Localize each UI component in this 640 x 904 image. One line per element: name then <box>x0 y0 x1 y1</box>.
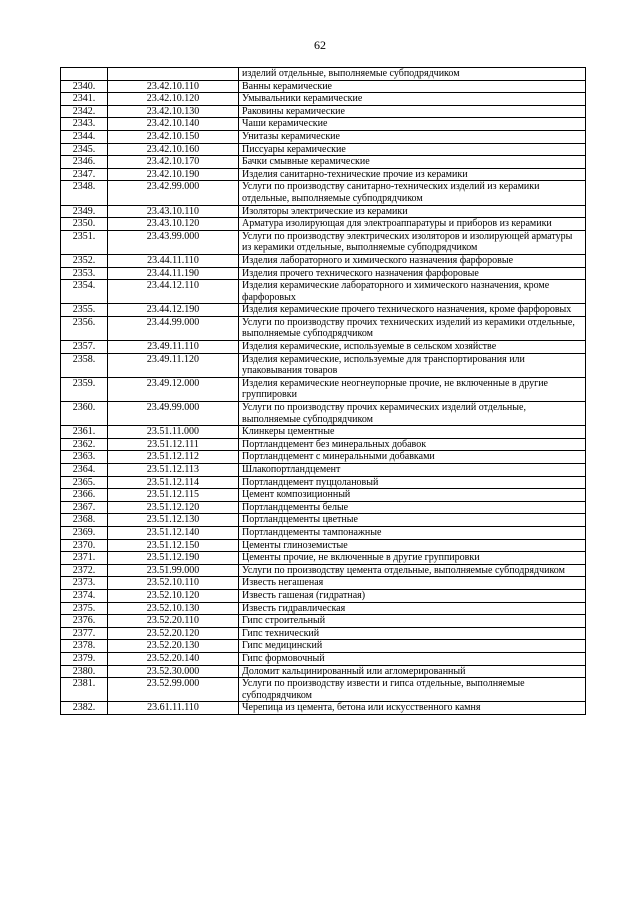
table-row <box>61 304 586 317</box>
code-cell: 23.52.30.000 <box>108 665 239 678</box>
row-number-cell: 2369. <box>61 526 108 539</box>
code-cell: 23.51.12.140 <box>108 526 239 539</box>
row-number-cell: 2377. <box>61 627 108 640</box>
table-row <box>61 489 586 502</box>
name-cell: Известь гидравлическая <box>239 602 586 615</box>
name-cell: Услуги по производству санитарно-технических изделий из керамики отдельные, выполняемые субподрядчиком <box>239 181 586 205</box>
table-row <box>61 514 586 527</box>
name-cell: Услуги по производству прочих керамических изделий отдельные, выполняемые субподрядчиком <box>239 402 586 426</box>
row-number-cell: 2372. <box>61 564 108 577</box>
code-cell: 23.42.10.170 <box>108 156 239 169</box>
name-cell: Услуги по производству прочих технических изделий из керамики отдельные, выполняемые субподрядчиком <box>239 316 586 340</box>
row-number-cell: 2363. <box>61 451 108 464</box>
name-cell: Изделия прочего технического назначения фарфоровые <box>239 267 586 280</box>
name-cell: Известь гашеная (гидратная) <box>239 589 586 602</box>
row-number-cell: 2362. <box>61 438 108 451</box>
row-number-cell: 2348. <box>61 181 108 205</box>
name-cell: Портландцемент без минеральных добавок <box>239 438 586 451</box>
name-cell: Изделия керамические неогнеупорные прочие, не включенные в другие группировки <box>239 377 586 401</box>
name-cell: Изделия санитарно-технические прочие из керамики <box>239 168 586 181</box>
code-cell: 23.42.10.130 <box>108 105 239 118</box>
row-number-cell: 2366. <box>61 489 108 502</box>
row-number-cell: 2359. <box>61 377 108 401</box>
table-row <box>61 143 586 156</box>
name-cell: Портландцементы цветные <box>239 514 586 527</box>
table-row <box>61 526 586 539</box>
code-cell: 23.51.12.130 <box>108 514 239 527</box>
table-row <box>61 602 586 615</box>
table-row <box>61 702 586 715</box>
name-cell: Изделия керамические, используемые в сельском хозяйстве <box>239 341 586 354</box>
table-row <box>61 267 586 280</box>
name-cell: Чаши керамические <box>239 118 586 131</box>
name-cell: Изделия керамические лабораторного и химического назначения, кроме фарфоровых <box>239 280 586 304</box>
code-cell: 23.42.10.140 <box>108 118 239 131</box>
code-cell: 23.42.10.120 <box>108 93 239 106</box>
name-cell: Унитазы керамические <box>239 130 586 143</box>
row-number-cell: 2380. <box>61 665 108 678</box>
table-row <box>61 218 586 231</box>
name-cell: Цемент композиционный <box>239 489 586 502</box>
code-cell <box>108 68 239 81</box>
code-cell: 23.49.11.120 <box>108 353 239 377</box>
name-cell: Цементы прочие, не включенные в другие группировки <box>239 552 586 565</box>
classification-table <box>60 67 586 715</box>
table-row <box>61 68 586 81</box>
row-number-cell: 2381. <box>61 678 108 702</box>
name-cell: Раковины керамические <box>239 105 586 118</box>
code-cell: 23.43.10.110 <box>108 205 239 218</box>
table-row <box>61 627 586 640</box>
name-cell: Известь негашеная <box>239 577 586 590</box>
name-cell: Портландцемент с минеральными добавками <box>239 451 586 464</box>
table-row <box>61 118 586 131</box>
row-number-cell: 2358. <box>61 353 108 377</box>
row-number-cell: 2361. <box>61 426 108 439</box>
code-cell: 23.52.10.130 <box>108 602 239 615</box>
code-cell: 23.51.12.115 <box>108 489 239 502</box>
name-cell: Цементы глиноземистые <box>239 539 586 552</box>
code-cell: 23.52.20.110 <box>108 615 239 628</box>
table-row <box>61 640 586 653</box>
row-number-cell: 2342. <box>61 105 108 118</box>
code-cell: 23.51.12.150 <box>108 539 239 552</box>
code-cell: 23.52.20.140 <box>108 652 239 665</box>
table-row <box>61 577 586 590</box>
name-cell: Бачки смывные керамические <box>239 156 586 169</box>
code-cell: 23.44.11.190 <box>108 267 239 280</box>
code-cell: 23.61.11.110 <box>108 702 239 715</box>
code-cell: 23.43.10.120 <box>108 218 239 231</box>
table-row <box>61 280 586 304</box>
row-number-cell: 2351. <box>61 230 108 254</box>
table-row <box>61 205 586 218</box>
row-number-cell: 2352. <box>61 254 108 267</box>
table-row <box>61 678 586 702</box>
table-row <box>61 589 586 602</box>
code-cell: 23.42.10.190 <box>108 168 239 181</box>
name-cell: Портландцемент пуццолановый <box>239 476 586 489</box>
table-row <box>61 451 586 464</box>
name-cell: Клинкеры цементные <box>239 426 586 439</box>
row-number-cell: 2347. <box>61 168 108 181</box>
code-cell: 23.49.11.110 <box>108 341 239 354</box>
name-cell: Шлакопортландцемент <box>239 464 586 477</box>
name-cell: Изоляторы электрические из керамики <box>239 205 586 218</box>
code-cell: 23.51.99.000 <box>108 564 239 577</box>
row-number-cell <box>61 68 108 81</box>
name-cell: Гипс строительный <box>239 615 586 628</box>
row-number-cell: 2354. <box>61 280 108 304</box>
name-cell: Услуги по производству электрических изоляторов и изолирующей арматуры из керамики отдельные, выполняемые субподрядчиком <box>239 230 586 254</box>
table-row <box>61 93 586 106</box>
code-cell: 23.42.10.110 <box>108 80 239 93</box>
name-cell: Черепица из цемента, бетона или искусственного камня <box>239 702 586 715</box>
name-cell: изделий отдельные, выполняемые субподрядчиком <box>239 68 586 81</box>
code-cell: 23.52.20.130 <box>108 640 239 653</box>
table-row <box>61 652 586 665</box>
table-body <box>61 68 586 715</box>
code-cell: 23.52.10.120 <box>108 589 239 602</box>
code-cell: 23.42.10.160 <box>108 143 239 156</box>
row-number-cell: 2340. <box>61 80 108 93</box>
table-row <box>61 426 586 439</box>
row-number-cell: 2345. <box>61 143 108 156</box>
code-cell: 23.51.12.112 <box>108 451 239 464</box>
code-cell: 23.44.12.190 <box>108 304 239 317</box>
table-row <box>61 552 586 565</box>
page-number: 62 <box>314 38 326 52</box>
table-row <box>61 181 586 205</box>
row-number-cell: 2364. <box>61 464 108 477</box>
code-cell: 23.51.11.000 <box>108 426 239 439</box>
code-cell: 23.44.11.110 <box>108 254 239 267</box>
code-cell: 23.42.99.000 <box>108 181 239 205</box>
row-number-cell: 2367. <box>61 501 108 514</box>
row-number-cell: 2341. <box>61 93 108 106</box>
row-number-cell: 2379. <box>61 652 108 665</box>
row-number-cell: 2355. <box>61 304 108 317</box>
table-row <box>61 615 586 628</box>
table-row <box>61 402 586 426</box>
name-cell: Умывальники керамические <box>239 93 586 106</box>
row-number-cell: 2356. <box>61 316 108 340</box>
name-cell: Доломит кальцинированный или агломерированный <box>239 665 586 678</box>
name-cell: Гипс медицинский <box>239 640 586 653</box>
table-row <box>61 476 586 489</box>
name-cell: Портландцементы белые <box>239 501 586 514</box>
code-cell: 23.44.12.110 <box>108 280 239 304</box>
code-cell: 23.51.12.120 <box>108 501 239 514</box>
code-cell: 23.51.12.113 <box>108 464 239 477</box>
name-cell: Гипс технический <box>239 627 586 640</box>
name-cell: Услуги по производству цемента отдельные, выполняемые субподрядчиком <box>239 564 586 577</box>
row-number-cell: 2344. <box>61 130 108 143</box>
name-cell: Изделия лабораторного и химического назначения фарфоровые <box>239 254 586 267</box>
table-row <box>61 353 586 377</box>
table-row <box>61 665 586 678</box>
code-cell: 23.52.99.000 <box>108 678 239 702</box>
table-row <box>61 377 586 401</box>
table-row <box>61 564 586 577</box>
table-row <box>61 230 586 254</box>
code-cell: 23.44.99.000 <box>108 316 239 340</box>
row-number-cell: 2373. <box>61 577 108 590</box>
code-cell: 23.52.10.110 <box>108 577 239 590</box>
name-cell: Ванны керамические <box>239 80 586 93</box>
row-number-cell: 2376. <box>61 615 108 628</box>
row-number-cell: 2353. <box>61 267 108 280</box>
name-cell: Изделия керамические, используемые для транспортирования или упаковывания товаров <box>239 353 586 377</box>
name-cell: Писсуары керамические <box>239 143 586 156</box>
name-cell: Изделия керамические прочего технического назначения, кроме фарфоровых <box>239 304 586 317</box>
name-cell: Портландцементы тампонажные <box>239 526 586 539</box>
row-number-cell: 2375. <box>61 602 108 615</box>
table-row <box>61 464 586 477</box>
code-cell: 23.42.10.150 <box>108 130 239 143</box>
row-number-cell: 2343. <box>61 118 108 131</box>
table-row <box>61 438 586 451</box>
row-number-cell: 2350. <box>61 218 108 231</box>
code-cell: 23.52.20.120 <box>108 627 239 640</box>
row-number-cell: 2346. <box>61 156 108 169</box>
name-cell: Арматура изолирующая для электроаппаратуры и приборов из керамики <box>239 218 586 231</box>
code-cell: 23.49.12.000 <box>108 377 239 401</box>
code-cell: 23.49.99.000 <box>108 402 239 426</box>
row-number-cell: 2374. <box>61 589 108 602</box>
table-row <box>61 254 586 267</box>
row-number-cell: 2360. <box>61 402 108 426</box>
code-cell: 23.51.12.111 <box>108 438 239 451</box>
table-row <box>61 130 586 143</box>
row-number-cell: 2349. <box>61 205 108 218</box>
row-number-cell: 2357. <box>61 341 108 354</box>
row-number-cell: 2382. <box>61 702 108 715</box>
table-row <box>61 539 586 552</box>
row-number-cell: 2365. <box>61 476 108 489</box>
name-cell: Гипс формовочный <box>239 652 586 665</box>
table-row <box>61 168 586 181</box>
row-number-cell: 2368. <box>61 514 108 527</box>
table-row <box>61 105 586 118</box>
code-cell: 23.51.12.114 <box>108 476 239 489</box>
name-cell: Услуги по производству извести и гипса отдельные, выполняемые субподрядчиком <box>239 678 586 702</box>
table-row <box>61 80 586 93</box>
table-row <box>61 501 586 514</box>
table-row <box>61 156 586 169</box>
table-row <box>61 316 586 340</box>
code-cell: 23.51.12.190 <box>108 552 239 565</box>
row-number-cell: 2370. <box>61 539 108 552</box>
row-number-cell: 2378. <box>61 640 108 653</box>
table-row <box>61 341 586 354</box>
code-cell: 23.43.99.000 <box>108 230 239 254</box>
row-number-cell: 2371. <box>61 552 108 565</box>
